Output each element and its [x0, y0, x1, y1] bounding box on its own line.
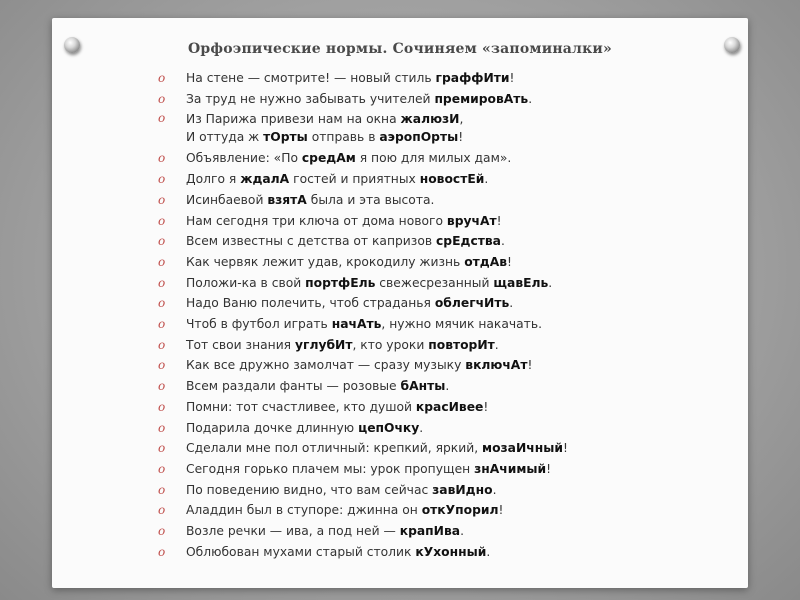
list-item: o Надо Ваню полечить, чтоб страданья облегчИть.: [158, 293, 568, 314]
list-item: o Долго я ждалА гостей и приятных новостЕй.: [158, 169, 568, 190]
stressed-word: портфЕль: [305, 275, 376, 290]
page-title: Орфоэпические нормы. Сочиняем «запоминалки»: [188, 41, 612, 57]
bullet-icon: o: [158, 111, 166, 126]
stressed-word: бАнты: [400, 379, 446, 394]
pushpin-icon: [64, 37, 80, 53]
bullet-icon: o: [158, 71, 166, 85]
list-item: o Как все дружно замолчат — сразу музыку включАт!: [158, 355, 568, 376]
list-item: o Исинбаевой взятА была и эта высота.: [158, 190, 568, 211]
bullet-icon: o: [158, 503, 166, 518]
list-item: o Сделали мне пол отличный: крепкий, яркий, мозаИчный!: [158, 438, 568, 459]
stressed-word: повторИт: [428, 337, 495, 352]
list-item: o Чтоб в футбол играть начАть, нужно мячик накачать.: [158, 314, 568, 335]
stressed-word: щавЕль: [493, 275, 549, 290]
list-item: o Всем раздали фанты — розовые бАнты.: [158, 376, 568, 397]
list-item: o Всем известны с детства от капризов срЕдства.: [158, 231, 568, 252]
bullet-icon: o: [158, 524, 166, 539]
list-item: o Сегодня горько плачем мы: урок пропущен знАчимый!: [158, 459, 568, 480]
list-item: o Облюбован мухами старый столик кУхонный.: [158, 542, 568, 563]
stressed-word: мозаИчный: [482, 441, 563, 456]
bullet-icon: o: [158, 441, 166, 456]
stressed-word: крапИва: [399, 524, 461, 539]
bullet-icon: o: [158, 544, 166, 559]
list-item: o Помни: тот счастливее, кто душой красИвее!: [158, 397, 568, 418]
bullet-icon: o: [158, 399, 166, 414]
verse-list: [158, 68, 568, 562]
bullet-icon: o: [158, 91, 166, 106]
stressed-word: кУхонный: [415, 544, 487, 559]
stressed-word: премировАть: [434, 91, 529, 106]
bullet-icon: o: [158, 234, 166, 249]
stressed-word: жалюзИ: [400, 112, 460, 127]
bullet-icon: o: [158, 172, 166, 187]
stressed-word: ждалА: [240, 172, 290, 187]
list-item: o Нам сегодня три ключа от дома нового вручАт!: [158, 211, 568, 232]
bullet-icon: o: [158, 213, 166, 228]
stressed-word: срЕдства: [436, 234, 501, 249]
list-item: o Как червяк лежит удав, крокодилу жизнь отдАв!: [158, 252, 568, 273]
bullet-icon: o: [158, 151, 166, 166]
stressed-word: углубИт: [295, 337, 353, 352]
stressed-word: цепОчку: [358, 420, 420, 435]
stressed-word: аэропОрты: [379, 130, 459, 145]
stressed-word: новостЕй: [419, 172, 485, 187]
stressed-word: отдАв: [464, 254, 508, 269]
content-card: [52, 18, 748, 588]
list-item: o Из Парижа привези нам на окна жалюзИ, И оттуда ж тОрты отправь в аэропОрты!: [158, 111, 464, 145]
pushpin-icon: [724, 37, 740, 53]
stressed-word: средАм: [301, 151, 356, 166]
stressed-word: красИвее: [415, 399, 484, 414]
stressed-word: тОрты: [263, 130, 308, 145]
list-item: o Тот свои знания углубИт, кто уроки повторИт.: [158, 335, 568, 356]
list-item: o Положи-ка в свой портфЕль свежесрезанный щавЕль.: [158, 273, 568, 294]
list-item: o Объявление: «По средАм я пою для милых дам».: [158, 148, 568, 169]
stressed-word: включАт: [465, 358, 528, 373]
stressed-word: завИдно: [432, 482, 493, 497]
list-item: o По поведению видно, что вам сейчас завИдно.: [158, 480, 568, 501]
bullet-icon: o: [158, 482, 166, 497]
bullet-icon: o: [158, 337, 166, 352]
bullet-icon: o: [158, 317, 166, 332]
stressed-word: граффИти: [435, 71, 510, 85]
stressed-word: вручАт: [446, 213, 497, 228]
bullet-icon: o: [158, 358, 166, 373]
bullet-icon: o: [158, 254, 166, 269]
stressed-word: облегчИть: [434, 296, 510, 311]
bullet-icon: o: [158, 192, 166, 207]
stressed-word: знАчимый: [474, 461, 547, 476]
list-item: o За труд не нужно забывать учителей премировАть.: [158, 89, 568, 110]
list-item: o Аладдин был в ступоре: джинна он откУпорил!: [158, 500, 568, 521]
stressed-word: откУпорил: [421, 503, 499, 518]
bullet-icon: o: [158, 461, 166, 476]
list-item: o Подарила дочке длинную цепОчку.: [158, 418, 568, 439]
list-item: o На стене — смотрите! — новый стиль граффИти!: [158, 68, 568, 89]
bullet-icon: o: [158, 296, 166, 311]
bullet-icon: o: [158, 379, 166, 394]
stressed-word: взятА: [267, 192, 307, 207]
bullet-icon: o: [158, 275, 166, 290]
list-item: o Возле речки — ива, а под ней — крапИва.: [158, 521, 568, 542]
stressed-word: начАть: [331, 317, 382, 332]
bullet-icon: o: [158, 420, 166, 435]
